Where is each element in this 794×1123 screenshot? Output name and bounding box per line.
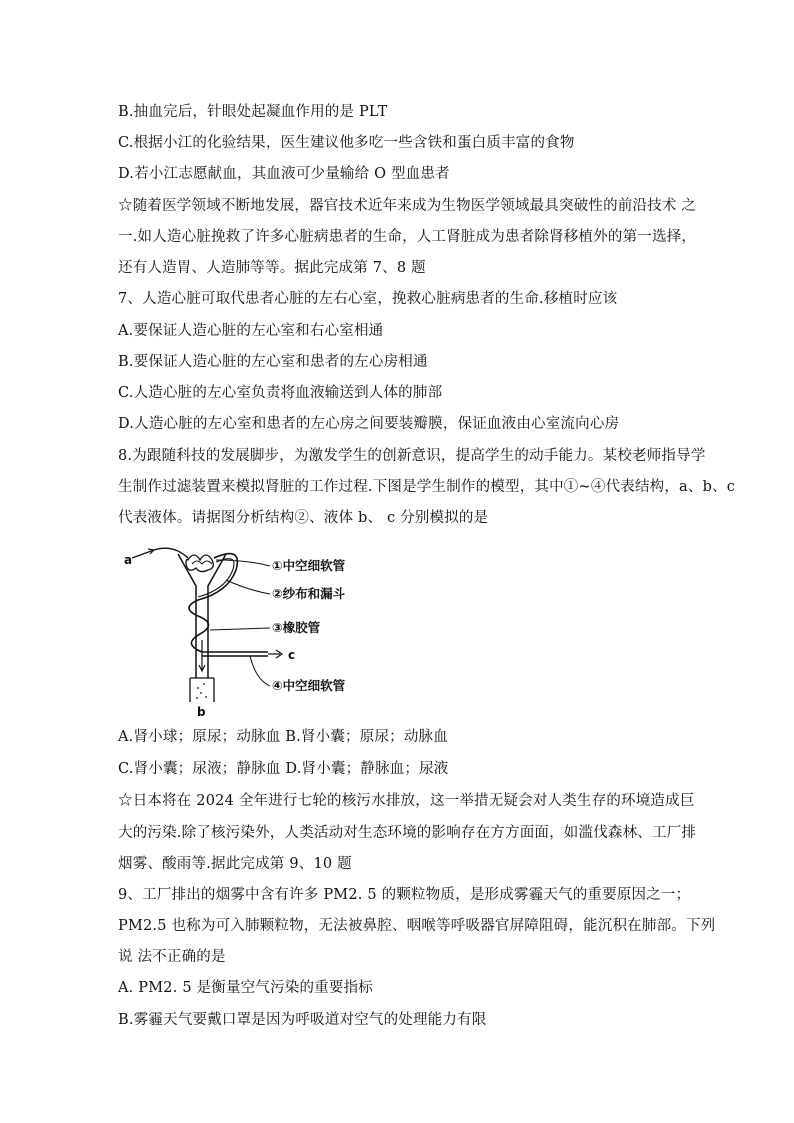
text-line: 大的污染.除了核污染外，人类活动对生态环境的影响存在方方面面，如滥伐森林、工厂排: [118, 825, 697, 841]
kidney-model-figure: [118, 540, 378, 720]
gauze-detail: [192, 561, 212, 564]
label-structure-2: ②纱布和漏斗: [272, 586, 346, 601]
inlet-tube: [154, 548, 188, 558]
options-ab: A.肾小球；原尿；动脉血 B.肾小囊；原尿；动脉血: [118, 729, 448, 745]
dot: [203, 683, 205, 685]
text-line: 代表液体。请据图分析结构②、液体 b、 c 分别模拟的是: [118, 510, 489, 526]
option-c: C.人造心脏的左心室负责将血液输送到人体的肺部: [118, 385, 443, 401]
text-line: D.若小江志愿献血，其血液可少量输给 O 型血患者: [118, 166, 450, 182]
coiled-soft-tube-inner: [198, 559, 234, 597]
label-structure-4: ④中空细软管: [272, 678, 346, 693]
leader-3: [210, 628, 270, 630]
question-7: 7、人造心脏可取代患者心脏的左右心室，挽救心脏病患者的生命.移植时应该: [118, 291, 618, 307]
label-structure-3: ③橡胶管: [272, 620, 321, 635]
dot: [197, 687, 199, 689]
coiled-soft-tube: [189, 554, 268, 652]
text-line: 还有人造胃、人造肺等等。据此完成第 7、8 题: [118, 260, 426, 276]
text-line: C.根据小江的化验结果，医生建议他多吃一些含铁和蛋白质丰富的食物: [118, 135, 575, 151]
dot: [196, 697, 198, 699]
text-line: 一.如人造心脏挽救了许多心脏病患者的生命，人工肾脏成为患者除肾移植外的第一选择，: [118, 229, 697, 245]
kidney-model-diagram: [118, 540, 378, 720]
question-8: 8.为跟随科技的发展脚步，为激发学生的创新意识，提高学生的动手能力。某校老师指导学: [118, 448, 706, 464]
leader-4: [250, 656, 270, 686]
leader-1: [216, 560, 270, 566]
label-a: a: [124, 553, 133, 567]
option-b: B.雾霾天气要戴口罩是因为呼吸道对空气的处理能力有限: [118, 1012, 487, 1028]
text-line: 说 法不正确的是: [118, 949, 226, 965]
label-c: c: [288, 648, 296, 662]
text-line: 生制作过滤装置来模拟肾脏的工作过程.下图是学生制作的模型，其中①~④代表结构，a、b、c: [118, 479, 736, 495]
text-line: ☆日本将在 2024 全年进行七轮的核污水排放，这一举措无疑会对人类生存的环境造成巨: [118, 793, 695, 809]
text-line: ☆随着医学领域不断地发展，器官技术近年来成为生物医学领域最具突破性的前沿技术 之: [118, 198, 697, 214]
dot: [200, 692, 202, 694]
collection-tube: [190, 678, 214, 702]
question-9: 9、工厂排出的烟雾中含有许多 PM2. 5 的颗粒物质，是形成雾霾天气的重要原因之一；: [118, 887, 691, 903]
label-structure-1: ①中空细软管: [272, 558, 346, 573]
option-d: D.人造心脏的左心室和患者的左心房之间要装瓣膜，保证血液由心室流向心房: [118, 416, 620, 432]
dot: [205, 696, 207, 698]
option-a: A.要保证人造心脏的左心室和右心室相通: [118, 323, 384, 339]
text-line: 烟雾、酸雨等.据此完成第 9、10 题: [118, 856, 352, 872]
label-b: b: [197, 705, 206, 719]
leader-2: [226, 580, 270, 594]
gauze-knot: [186, 555, 213, 572]
option-a: A. PM2. 5 是衡量空气污染的重要指标: [118, 980, 373, 996]
options-cd: C.肾小囊；尿液；静脉血 D.肾小囊；静脉血；尿液: [118, 761, 449, 777]
option-b: B.要保证人造心脏的左心室和患者的左心房相通: [118, 354, 428, 370]
text-line: B.抽血完后，针眼处起凝血作用的是 PLT: [118, 104, 388, 120]
text-line: PM2.5 也称为可入肺颗粒物，无法被鼻腔、咽喉等呼吸器官屏障阻碍，能沉积在肺部。下列: [118, 918, 716, 934]
